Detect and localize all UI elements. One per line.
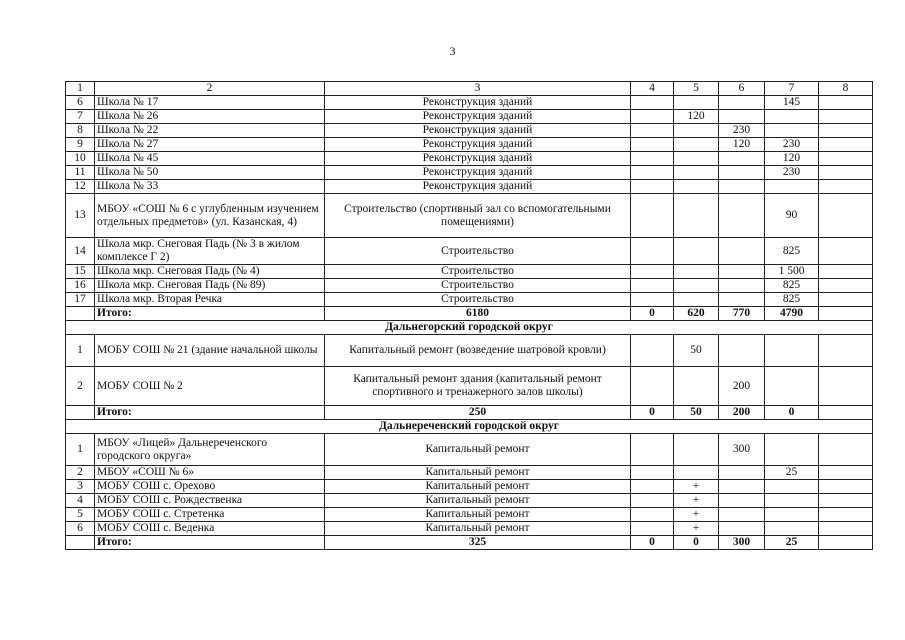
col-6: [719, 166, 765, 180]
total-sum: 325: [325, 536, 631, 550]
work-type: Реконструкция зданий: [325, 124, 631, 138]
col-8: [819, 434, 873, 466]
col-5: 120: [674, 110, 719, 124]
col-8: [819, 152, 873, 166]
col-7: 825: [765, 238, 819, 265]
total-row: [66, 536, 873, 550]
row-number: 3: [66, 480, 95, 494]
col-5: [674, 265, 719, 279]
col-7: [765, 110, 819, 124]
institution-name: МОБУ СОШ с. Стретенка: [95, 508, 325, 522]
institution-name: МОБУ СОШ № 2: [95, 367, 325, 406]
col-5: [674, 238, 719, 265]
col-4: [631, 279, 674, 293]
header-cell: 5: [674, 82, 719, 96]
col-7: [765, 335, 819, 367]
table-row: [66, 238, 873, 265]
col-8: [819, 466, 873, 480]
header-cell: 3: [325, 82, 631, 96]
col-8: [819, 279, 873, 293]
table-row: [66, 367, 873, 406]
work-type: Реконструкция зданий: [325, 180, 631, 194]
col-8: [819, 480, 873, 494]
col-4: [631, 138, 674, 152]
col-4: [631, 494, 674, 508]
work-type: Реконструкция зданий: [325, 96, 631, 110]
work-type: Реконструкция зданий: [325, 138, 631, 152]
institution-name: МОБУ СОШ № 21 (здание начальной школы: [95, 335, 325, 367]
row-number: 7: [66, 110, 95, 124]
col-6: [719, 96, 765, 110]
total-row: [66, 406, 873, 420]
col-4: [631, 466, 674, 480]
col-6: [719, 180, 765, 194]
col-7: [765, 508, 819, 522]
institution-name: МБОУ «Лицей» Дальнереченского городского округа»: [95, 434, 325, 466]
col-4: [631, 238, 674, 265]
col-7: [765, 522, 819, 536]
row-number: 12: [66, 180, 95, 194]
total-col-6: 200: [719, 406, 765, 420]
total-label: Итого:: [95, 406, 325, 420]
col-8: [819, 335, 873, 367]
col-4: [631, 110, 674, 124]
section-row: [66, 420, 873, 434]
col-6: 300: [719, 434, 765, 466]
col-4: [631, 180, 674, 194]
col-6: [719, 194, 765, 238]
table-row: [66, 466, 873, 480]
col-8: [819, 522, 873, 536]
work-type: Строительство: [325, 293, 631, 307]
institution-name: Школа № 45: [95, 152, 325, 166]
total-col-5: 50: [674, 406, 719, 420]
section-title: Дальнегорский городской округ: [66, 321, 873, 335]
col-5: [674, 152, 719, 166]
col-7: [765, 494, 819, 508]
row-number: 2: [66, 367, 95, 406]
table-row: [66, 138, 873, 152]
col-4: [631, 480, 674, 494]
row-number: 13: [66, 194, 95, 238]
header-cell: 7: [765, 82, 819, 96]
table-row: [66, 293, 873, 307]
col-5: [674, 96, 719, 110]
institution-name: Школа мкр. Снеговая Падь (№ 3 в жилом комплексе Г 2): [95, 238, 325, 265]
col-5: [674, 138, 719, 152]
total-blank: [66, 406, 95, 420]
total-sum: 6180: [325, 307, 631, 321]
row-number: 1: [66, 335, 95, 367]
institution-name: Школа № 27: [95, 138, 325, 152]
program-table: [65, 81, 873, 550]
work-type: Строительство: [325, 238, 631, 265]
col-8: [819, 96, 873, 110]
work-type: Строительство: [325, 279, 631, 293]
col-4: [631, 96, 674, 110]
total-col-6: 300: [719, 536, 765, 550]
total-col-7: 0: [765, 406, 819, 420]
row-number: 9: [66, 138, 95, 152]
work-type: Реконструкция зданий: [325, 152, 631, 166]
col-7: 145: [765, 96, 819, 110]
col-5: [674, 124, 719, 138]
col-6: [719, 238, 765, 265]
col-7: 120: [765, 152, 819, 166]
col-4: [631, 335, 674, 367]
col-6: [719, 508, 765, 522]
row-number: 14: [66, 238, 95, 265]
col-6: 200: [719, 367, 765, 406]
total-col-8: [819, 536, 873, 550]
institution-name: МОБУ СОШ с. Веденка: [95, 522, 325, 536]
col-5: [674, 293, 719, 307]
institution-name: Школа мкр. Вторая Речка: [95, 293, 325, 307]
work-type: Капитальный ремонт (возведение шатровой кровли): [325, 335, 631, 367]
work-type: Капитальный ремонт: [325, 508, 631, 522]
row-number: 4: [66, 494, 95, 508]
institution-name: МБОУ «СОШ № 6 с углубленным изучением отдельных предметов» (ул. Казанская, 4): [95, 194, 325, 238]
col-5: +: [674, 522, 719, 536]
row-number: 2: [66, 466, 95, 480]
institution-name: МОБУ СОШ с. Рождественка: [95, 494, 325, 508]
header-row: [66, 82, 873, 96]
institution-name: Школа № 33: [95, 180, 325, 194]
col-4: [631, 124, 674, 138]
table-row: [66, 494, 873, 508]
work-type: Капитальный ремонт: [325, 434, 631, 466]
total-label: Итого:: [95, 536, 325, 550]
header-cell: 6: [719, 82, 765, 96]
col-8: [819, 110, 873, 124]
col-5: 50: [674, 335, 719, 367]
col-6: 120: [719, 138, 765, 152]
total-col-4: 0: [631, 406, 674, 420]
institution-name: Школа мкр. Снеговая Падь (№ 89): [95, 279, 325, 293]
table-row: [66, 265, 873, 279]
col-4: [631, 367, 674, 406]
col-7: 25: [765, 466, 819, 480]
col-5: [674, 466, 719, 480]
section-title: Дальнереченский городской округ: [66, 420, 873, 434]
col-8: [819, 265, 873, 279]
header-cell: 8: [819, 82, 873, 96]
col-8: [819, 293, 873, 307]
col-5: [674, 279, 719, 293]
col-6: [719, 494, 765, 508]
work-type: Капитальный ремонт здания (капитальный ремонт спортивного и тренажерного залов школы): [325, 367, 631, 406]
table-row: [66, 480, 873, 494]
col-5: [674, 434, 719, 466]
col-4: [631, 265, 674, 279]
col-7: 1 500: [765, 265, 819, 279]
col-7: [765, 124, 819, 138]
institution-name: МОБУ СОШ с. Орехово: [95, 480, 325, 494]
total-col-7: 25: [765, 536, 819, 550]
col-6: [719, 522, 765, 536]
col-6: 230: [719, 124, 765, 138]
work-type: Строительство: [325, 265, 631, 279]
table-row: [66, 279, 873, 293]
work-type: Капитальный ремонт: [325, 466, 631, 480]
col-8: [819, 138, 873, 152]
table-row: [66, 96, 873, 110]
institution-name: Школа № 50: [95, 166, 325, 180]
col-7: [765, 480, 819, 494]
row-number: 11: [66, 166, 95, 180]
total-col-6: 770: [719, 307, 765, 321]
col-7: [765, 180, 819, 194]
col-8: [819, 194, 873, 238]
header-cell: 2: [95, 82, 325, 96]
col-5: +: [674, 508, 719, 522]
col-5: [674, 194, 719, 238]
col-5: +: [674, 480, 719, 494]
row-number: 8: [66, 124, 95, 138]
row-number: 16: [66, 279, 95, 293]
institution-name: Школа мкр. Снеговая Падь (№ 4): [95, 265, 325, 279]
total-row: [66, 307, 873, 321]
col-8: [819, 508, 873, 522]
col-5: +: [674, 494, 719, 508]
institution-name: Школа № 26: [95, 110, 325, 124]
table-row: [66, 508, 873, 522]
section-row: [66, 321, 873, 335]
institution-name: Школа № 17: [95, 96, 325, 110]
col-6: [719, 466, 765, 480]
work-type: Капитальный ремонт: [325, 480, 631, 494]
col-7: [765, 367, 819, 406]
col-6: [719, 265, 765, 279]
table-row: [66, 124, 873, 138]
total-col-8: [819, 307, 873, 321]
col-7: [765, 434, 819, 466]
work-type: Реконструкция зданий: [325, 166, 631, 180]
table-row: [66, 110, 873, 124]
col-4: [631, 293, 674, 307]
col-7: 230: [765, 166, 819, 180]
col-8: [819, 238, 873, 265]
table-row: [66, 152, 873, 166]
col-8: [819, 166, 873, 180]
row-number: 6: [66, 96, 95, 110]
col-8: [819, 367, 873, 406]
table-row: [66, 335, 873, 367]
col-8: [819, 180, 873, 194]
institution-name: Школа № 22: [95, 124, 325, 138]
table-row: [66, 522, 873, 536]
institution-name: МБОУ «СОШ № 6»: [95, 466, 325, 480]
col-6: [719, 110, 765, 124]
col-6: [719, 152, 765, 166]
col-7: 825: [765, 279, 819, 293]
row-number: 6: [66, 522, 95, 536]
row-number: 1: [66, 434, 95, 466]
col-6: [719, 293, 765, 307]
table-row: [66, 434, 873, 466]
col-4: [631, 522, 674, 536]
table-row: [66, 180, 873, 194]
col-6: [719, 480, 765, 494]
total-blank: [66, 307, 95, 321]
page-number: 3: [449, 44, 456, 58]
col-7: 230: [765, 138, 819, 152]
col-5: [674, 166, 719, 180]
work-type: Капитальный ремонт: [325, 522, 631, 536]
col-6: [719, 335, 765, 367]
col-7: 90: [765, 194, 819, 238]
table-body: [66, 82, 873, 550]
total-col-4: 0: [631, 536, 674, 550]
total-col-7: 4790: [765, 307, 819, 321]
work-type: Капитальный ремонт: [325, 494, 631, 508]
col-8: [819, 494, 873, 508]
col-8: [819, 124, 873, 138]
col-4: [631, 434, 674, 466]
total-blank: [66, 536, 95, 550]
col-4: [631, 152, 674, 166]
work-type: Строительство (спортивный зал со вспомогательными помещениями): [325, 194, 631, 238]
total-col-5: 620: [674, 307, 719, 321]
col-4: [631, 166, 674, 180]
total-label: Итого:: [95, 307, 325, 321]
work-type: Реконструкция зданий: [325, 110, 631, 124]
col-7: 825: [765, 293, 819, 307]
table-row: [66, 166, 873, 180]
table-row: [66, 194, 873, 238]
row-number: 10: [66, 152, 95, 166]
total-col-4: 0: [631, 307, 674, 321]
col-5: [674, 367, 719, 406]
row-number: 17: [66, 293, 95, 307]
header-cell: 1: [66, 82, 95, 96]
total-col-8: [819, 406, 873, 420]
row-number: 5: [66, 508, 95, 522]
col-6: [719, 279, 765, 293]
total-col-5: 0: [674, 536, 719, 550]
row-number: 15: [66, 265, 95, 279]
header-cell: 4: [631, 82, 674, 96]
col-4: [631, 194, 674, 238]
col-4: [631, 508, 674, 522]
total-sum: 250: [325, 406, 631, 420]
col-5: [674, 180, 719, 194]
